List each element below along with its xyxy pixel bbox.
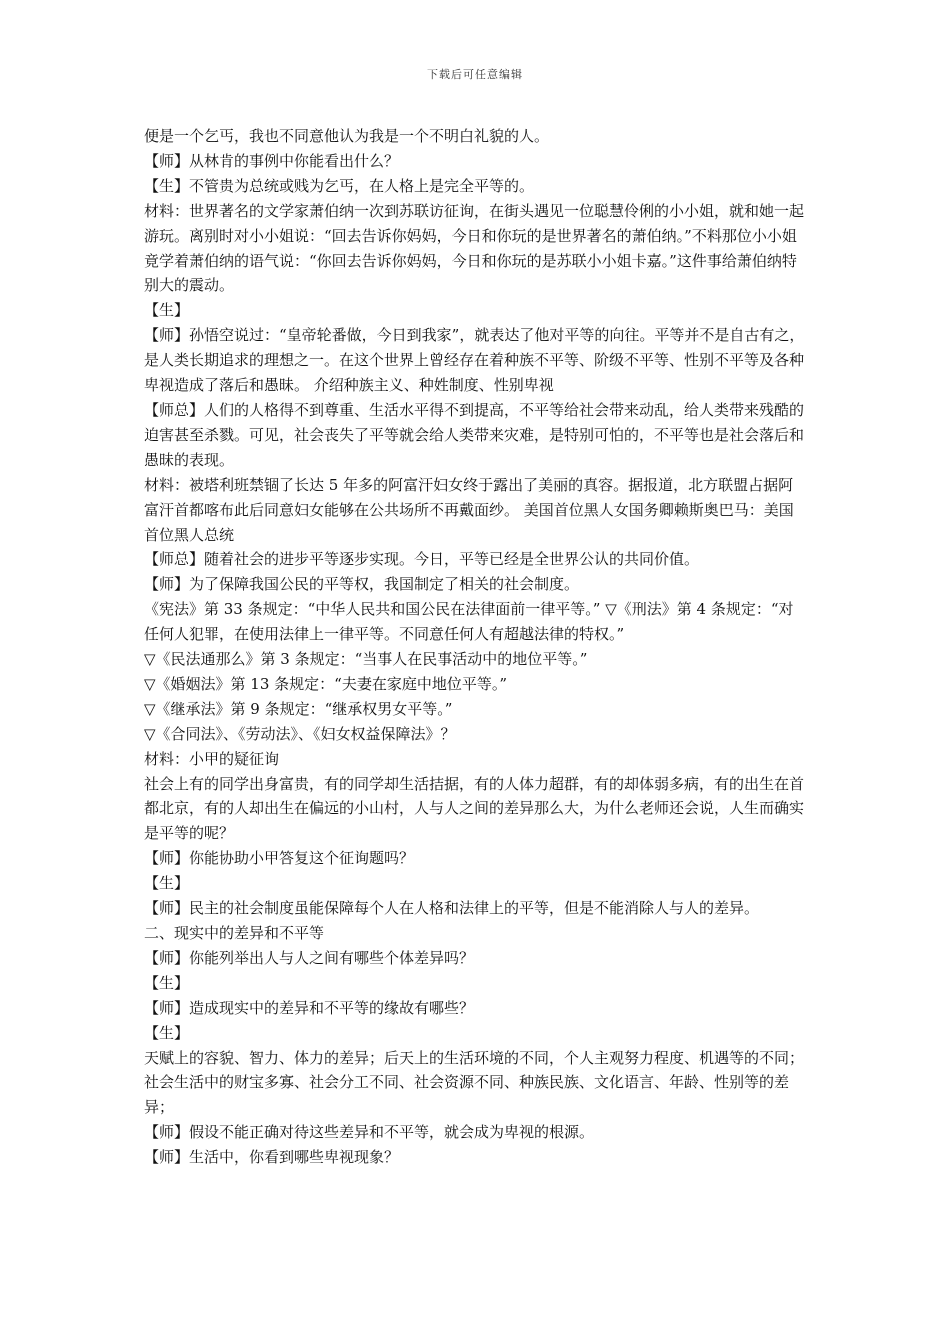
paragraph: 社会上有的同学出身富贵，有的同学却生活拮据，有的人体力超群，有的却体弱多病，有的出生在首都北京，有的人却出生在偏远的小山村，人与人之间的差异那么大，为什么老师还会说，人生而确实是平等的呢？ (144, 774, 805, 843)
paragraph: 《宪法》第 33 条规定：“中华人民共和国公民在法律面前一律平等。” ▽《刑法》第 4 条规定：“对任何人犯罪，在使用法律上一律平等。不同意任何人有超越法律的特权。” (144, 600, 794, 644)
paragraph: 社会生活中的财宝多寡、社会分工不同、社会资源不同、种族民族、文化语言、年龄、性别等的差异； (144, 1073, 790, 1117)
paragraph: 【师总】人们的人格得不到尊重、生活水平得不到提高，不平等给社会带来动乱，给人类带来残酷的迫害甚至杀戮。可见，社会丧失了平等就会给人类带来灾难，是特别可怕的，不平等也是社会落后和愚昧的表现。 (144, 400, 805, 469)
document-body (144, 124, 808, 1170)
paragraph: 材料：小甲的疑征询 (144, 749, 280, 768)
paragraph: ▽《继承法》第 9 条规定：“继承权男女平等。” (144, 699, 453, 718)
paragraph: ▽《合同法》、《劳动法》、《妇女权益保障法》？ (144, 724, 456, 743)
paragraph: 【师】从林肯的事例中你能看出什么？ (144, 151, 400, 170)
paragraph: 【生】 (144, 973, 190, 992)
paragraph: 【师】假设不能正确对待这些差异和不平等，就会成为卑视的根源。 (144, 1123, 595, 1142)
paragraph: 材料：世界著名的文学家萧伯纳一次到苏联访征询，在街头遇见一位聪慧伶俐的小小姐，就和她一起游玩。离别时对小小姐说：“回去告诉你妈妈，今日和你玩的是世界著名的萧伯纳。”不料那位小小姐竟学着萧伯纳的语气说：“你回去告诉你妈妈，今日和你玩的是苏联小小姐卡嘉。”这件事给萧伯纳特别大的震动。 (144, 201, 805, 295)
paragraph: 【师】造成现实中的差异和不平等的缘故有哪些？ (144, 998, 475, 1017)
paragraph: 【生】 (144, 301, 190, 320)
paragraph: 【生】 (144, 874, 190, 893)
page-header: 下载后可任意编辑 (427, 68, 523, 81)
paragraph: 【师】民主的社会制度虽能保障每个人在人格和法律上的平等，但是不能消除人与人的差异。 (144, 899, 760, 918)
paragraph: 【师】为了保障我国公民的平等权，我国制定了相关的社会制度。 (144, 575, 580, 594)
section-heading: 二、现实中的差异和不平等 (144, 924, 325, 942)
paragraph: 【师】你能列举出人与人之间有哪些个体差异吗？ (144, 948, 475, 967)
paragraph: 【生】不管贵为总统或贱为乞丐，在人格上是完全平等的。 (144, 176, 535, 195)
paragraph: 【生】 (144, 1023, 190, 1042)
paragraph: 材料：被塔利班禁锢了长达 5 年多的阿富汗妇女终于露出了美丽的真容。据报道，北方联盟占据阿富汗首都喀布此后同意妇女能够在公共场所不再戴面纱。 美国首位黑人女国务卿赖斯奥巴马：美国首位黑人总统 (144, 475, 794, 544)
paragraph: 【师总】随着社会的进步平等逐步实现。今日，平等已经是全世界公认的共同价值。 (144, 550, 700, 569)
paragraph: 【师】你能协助小甲答复这个征询题吗？ (144, 849, 415, 868)
paragraph: 便是一个乞丐，我也不同意他认为我是一个不明白礼貌的人。 (144, 127, 550, 145)
paragraph: 【师】孙悟空说过：“皇帝轮番做，今日到我家”，就表达了他对平等的向往。平等并不是自古有之，是人类长期追求的理想之一。在这个世界上曾经存在着种族不平等、阶级不平等、性别不平等及各种卑视造成了落后和愚昧。 介绍种族主义、种姓制度、性别卑视 (144, 326, 805, 395)
paragraph: 【师】生活中，你看到哪些卑视现象？ (144, 1148, 400, 1167)
paragraph: ▽《婚姻法》第 13 条规定：“夫妻在家庭中地位平等。” (144, 674, 507, 693)
paragraph: 天赋上的容貌、智力、体力的差异；后天上的生活环境的不同，个人主观努力程度、机遇等的不同； (144, 1048, 805, 1067)
paragraph: ▽《民法通那么》第 3 条规定：“当事人在民事活动中的地位平等。” (144, 650, 588, 669)
